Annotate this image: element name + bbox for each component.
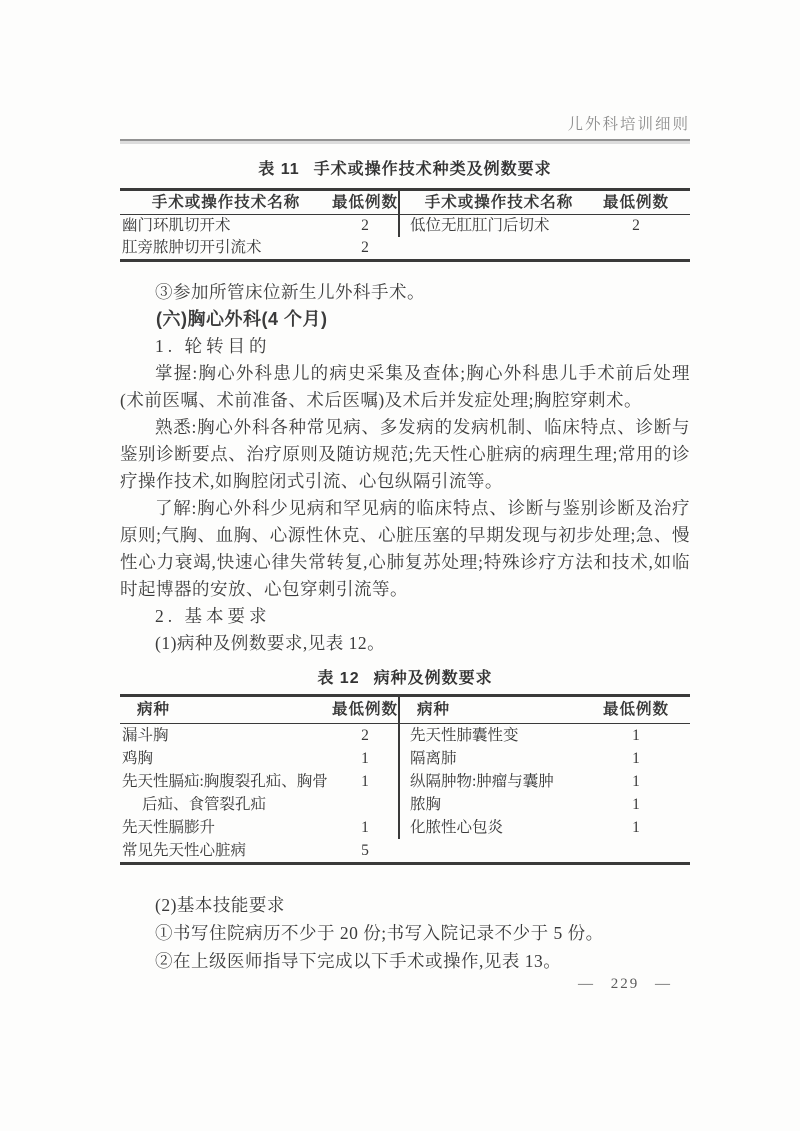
table12-cell: 纵隔肿物:肿瘤与囊肿 [398, 770, 598, 793]
table12-cell: 漏斗胸 [122, 727, 169, 744]
table11-cell: 2 [361, 239, 369, 256]
table11-cell: 2 [632, 217, 640, 234]
table12-caption-title: 病种及例数要求 [373, 670, 493, 687]
table12-caption [120, 665, 690, 688]
table12 [120, 694, 690, 865]
table12-cell: 先天性膈疝:胸腹裂孔疝、胸骨 [122, 773, 328, 790]
table-row [120, 747, 690, 770]
bottom-text-block [120, 891, 690, 975]
table11-header-min-right: 最低例数 [602, 194, 669, 211]
table11-header-min-left: 最低例数 [332, 194, 398, 211]
paragraph-basic-skills: (2)基本技能要求 [155, 895, 285, 915]
running-head-text: 儿外科培训细则 [567, 116, 690, 133]
paragraph-disease-requirement: (1)病种及例数要求,见表 12。 [155, 633, 386, 653]
table12-cell: 常见先天性心脏病 [122, 842, 247, 859]
table12-header-min-right: 最低例数 [602, 701, 669, 718]
table12-cell: 1 [632, 773, 640, 790]
table12-header-row [120, 697, 690, 724]
table12-cell: 2 [361, 727, 369, 744]
table12-cell: 隔离肺 [398, 747, 598, 770]
table11-header-row [120, 191, 690, 215]
table12-header-disease-left: 病种 [137, 701, 171, 718]
paragraph-familiar: 熟悉:胸心外科各种常见病、多发病的发病机制、临床特点、诊断与鉴别诊断要点、治疗原则及随访规范;先天性心脏病的病理生理;常用的诊疗操作技术,如胸腔闭式引流、心包纵隔引流等。 [120, 417, 690, 491]
page-number: — 229 — [578, 976, 672, 992]
table12-header-min-left: 最低例数 [332, 701, 398, 718]
paragraph-understand: 了解:胸心外科少见病和罕见病的临床特点、诊断与鉴别诊断及治疗原则;气胸、血胸、心源性休克、心脏压塞的早期发现与初步处理;急、慢性心力衰竭,快速心律失常转复,心肺复苏处理;特殊诊疗方法和技术,如临时起博器的安放、心包穿刺引流等。 [120, 498, 690, 599]
table12-cell: 5 [361, 842, 369, 859]
table12-cell: 1 [632, 796, 640, 813]
paragraph-item3: ③参加所管床位新生儿外科手术。 [155, 282, 425, 302]
paragraph-records: ①书写住院病历不少于 20 份;书写入院记录不少于 5 份。 [155, 923, 604, 943]
table12-caption-label: 表 12 [317, 670, 360, 687]
table11-cell: 低位无肛肛门后切术 [398, 215, 598, 237]
table12-cell: 1 [361, 750, 369, 767]
table-row [120, 793, 690, 816]
table12-cell: 后疝、食管裂孔疝 [142, 796, 267, 813]
table12-cell: 1 [632, 819, 640, 836]
page-content [120, 0, 690, 975]
table12-cell: 1 [632, 727, 640, 744]
table-row [120, 770, 690, 793]
table12-cell: 先天性膈膨升 [122, 819, 216, 836]
table12-cell: 化脓性心包炎 [398, 816, 598, 839]
table11-caption [120, 156, 690, 179]
subheading-basic-requirements: 2. 基本要求 [155, 606, 271, 626]
table12-cell: 鸡胸 [122, 750, 154, 767]
table12-cell: 先天性肺囊性变 [398, 724, 598, 747]
body-text-block [120, 279, 690, 657]
table11-cell: 肛旁脓肿切开引流术 [122, 239, 262, 256]
paragraph-supervised-ops: ②在上级医师指导下完成以下手术或操作,见表 13。 [155, 951, 562, 971]
table11-header-name-left: 手术或操作技术名称 [151, 194, 301, 211]
table12-header-disease-right: 病种 [398, 697, 598, 723]
table12-cell: 1 [361, 819, 369, 836]
table-row [120, 237, 690, 259]
table-row [120, 215, 690, 237]
table-row [120, 724, 690, 747]
table11-header-name-right: 手术或操作技术名称 [398, 191, 598, 214]
table11-cell: 幽门环肌切开术 [122, 217, 231, 234]
table11-cell: 2 [361, 217, 369, 234]
table12-cell: 脓胸 [398, 793, 598, 816]
table12-cell: 1 [632, 750, 640, 767]
table-row [120, 816, 690, 839]
table-row [120, 839, 690, 862]
table11-caption-label: 表 11 [258, 161, 300, 178]
table11-caption-title: 手术或操作技术种类及例数要求 [313, 161, 552, 178]
section-heading-thoracic: (六)胸心外科(4 个月) [156, 309, 328, 329]
subheading-rotation-purpose: 1. 轮转目的 [155, 336, 271, 356]
table11 [120, 188, 690, 262]
table12-cell: 1 [361, 773, 369, 790]
paragraph-master: 掌握:胸心外科患儿的病史采集及查体;胸心外科患儿手术前后处理(术前医嘱、术前准备、术后医嘱)及术后并发症处理;胸腔穿刺术。 [120, 363, 690, 410]
running-head [120, 0, 690, 141]
